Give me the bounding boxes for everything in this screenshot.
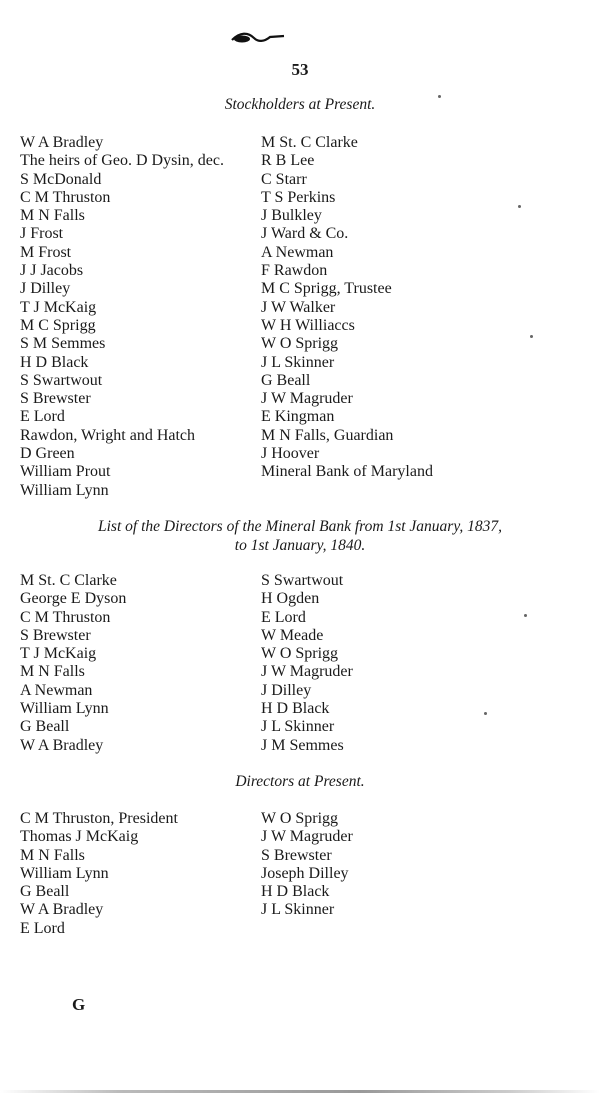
list-item: George E Dyson xyxy=(20,590,127,608)
list-item: J Hoover xyxy=(261,445,320,463)
list-item: H D Black xyxy=(261,700,330,718)
list-item: J L Skinner xyxy=(261,901,335,919)
speck xyxy=(518,205,521,208)
list-item: Rawdon, Wright and Hatch xyxy=(20,426,196,444)
directors-list-left xyxy=(20,572,126,755)
list-item: W A Bradley xyxy=(20,736,104,754)
list-item: T J McKaig xyxy=(20,298,97,316)
list-item: G Beall xyxy=(20,718,70,736)
signature-mark: G xyxy=(72,995,86,1014)
directors-present-right xyxy=(261,810,353,920)
list-item: T S Perkins xyxy=(261,188,336,206)
list-item: J L Skinner xyxy=(261,718,335,736)
list-item: M N Falls xyxy=(20,846,85,864)
list-item: J Bulkley xyxy=(261,207,322,225)
list-item: William Lynn xyxy=(20,481,109,499)
list-item: M St. C Clarke xyxy=(261,134,358,151)
list-item: D Green xyxy=(20,445,75,463)
list-item: J Dilley xyxy=(261,681,312,699)
list-item: A Newman xyxy=(261,243,334,261)
list-item: E Lord xyxy=(261,608,306,626)
list-item: S McDonald xyxy=(20,170,102,188)
list-item: S Brewster xyxy=(261,846,332,864)
list-item: M C Sprigg, Trustee xyxy=(261,280,392,298)
list-item: M N Falls xyxy=(20,663,85,681)
list-item: Thomas J McKaig xyxy=(20,828,139,846)
list-item: S Swartwout xyxy=(20,371,103,389)
list-item: W Meade xyxy=(261,626,324,644)
list-item: William Lynn xyxy=(20,700,109,718)
list-item: H D Black xyxy=(261,883,330,901)
list-item: W O Sprigg xyxy=(261,810,339,827)
list-item: W O Sprigg xyxy=(261,645,339,663)
list-item: Joseph Dilley xyxy=(261,864,349,882)
list-item: J W Walker xyxy=(261,298,336,316)
page-number: 53 xyxy=(291,60,309,79)
stockholders-right-list xyxy=(261,134,433,482)
list-item: C M Thruston, President xyxy=(20,810,178,827)
list-item: R B Lee xyxy=(261,152,315,170)
list-item: M C Sprigg xyxy=(20,316,96,334)
list-item: J W Magruder xyxy=(261,663,353,681)
heading-directors-list-line1: List of the Directors of the Mineral Bank from 1st January, 1837, xyxy=(98,518,502,535)
list-item: M St. C Clarke xyxy=(20,572,117,589)
list-item: C M Thruston xyxy=(20,188,111,206)
list-item: J J Jacobs xyxy=(20,262,84,280)
list-item: H D Black xyxy=(20,353,89,371)
list-item: M N Falls xyxy=(20,207,85,225)
heading-directors-present: Directors at Present. xyxy=(235,773,365,790)
list-item: E Lord xyxy=(20,919,65,937)
list-item: C M Thruston xyxy=(20,608,111,626)
list-item: W A Bradley xyxy=(20,901,104,919)
list-item: S M Semmes xyxy=(20,335,106,353)
list-item: E Kingman xyxy=(261,408,335,426)
list-item: J Frost xyxy=(20,225,64,243)
list-item: H Ogden xyxy=(261,590,320,608)
list-item: W O Sprigg xyxy=(261,335,339,353)
directors-present-left xyxy=(20,810,178,938)
list-item: A Newman xyxy=(20,681,93,699)
list-item: S Brewster xyxy=(20,626,91,644)
speck xyxy=(484,712,487,715)
heading-directors-list-line2: to 1st January, 1840. xyxy=(234,537,366,554)
ornament-flourish-icon xyxy=(228,28,288,48)
list-item: J Ward & Co. xyxy=(261,225,349,243)
list-item: J L Skinner xyxy=(261,353,335,371)
list-item: S Swartwout xyxy=(261,572,344,589)
list-item: S Brewster xyxy=(20,390,91,408)
list-item: M Frost xyxy=(20,243,72,261)
list-item: G Beall xyxy=(20,883,70,901)
list-item: M N Falls, Guardian xyxy=(261,426,394,444)
list-item: J Dilley xyxy=(20,280,71,298)
list-item: J M Semmes xyxy=(261,736,344,754)
list-item: W H Williaccs xyxy=(261,316,355,334)
list-item: C Starr xyxy=(261,170,307,188)
list-item: William Lynn xyxy=(20,864,109,882)
list-item: F Rawdon xyxy=(261,262,328,280)
speck xyxy=(530,335,533,338)
bottom-edge-rule xyxy=(0,1090,600,1093)
list-item: J W Magruder xyxy=(261,828,353,846)
list-item: T J McKaig xyxy=(20,645,97,663)
directors-list-right xyxy=(261,572,353,755)
heading-stockholders: Stockholders at Present. xyxy=(224,96,376,113)
list-item: William Prout xyxy=(20,463,111,481)
list-item: W A Bradley xyxy=(20,134,104,151)
list-item: The heirs of Geo. D Dysin, dec. xyxy=(20,152,224,170)
stockholders-left-list xyxy=(20,134,224,500)
list-item: E Lord xyxy=(20,408,65,426)
speck xyxy=(438,95,441,98)
list-item: J W Magruder xyxy=(261,390,353,408)
list-item: G Beall xyxy=(261,371,311,389)
speck xyxy=(524,614,527,617)
list-item: Mineral Bank of Maryland xyxy=(261,463,433,481)
